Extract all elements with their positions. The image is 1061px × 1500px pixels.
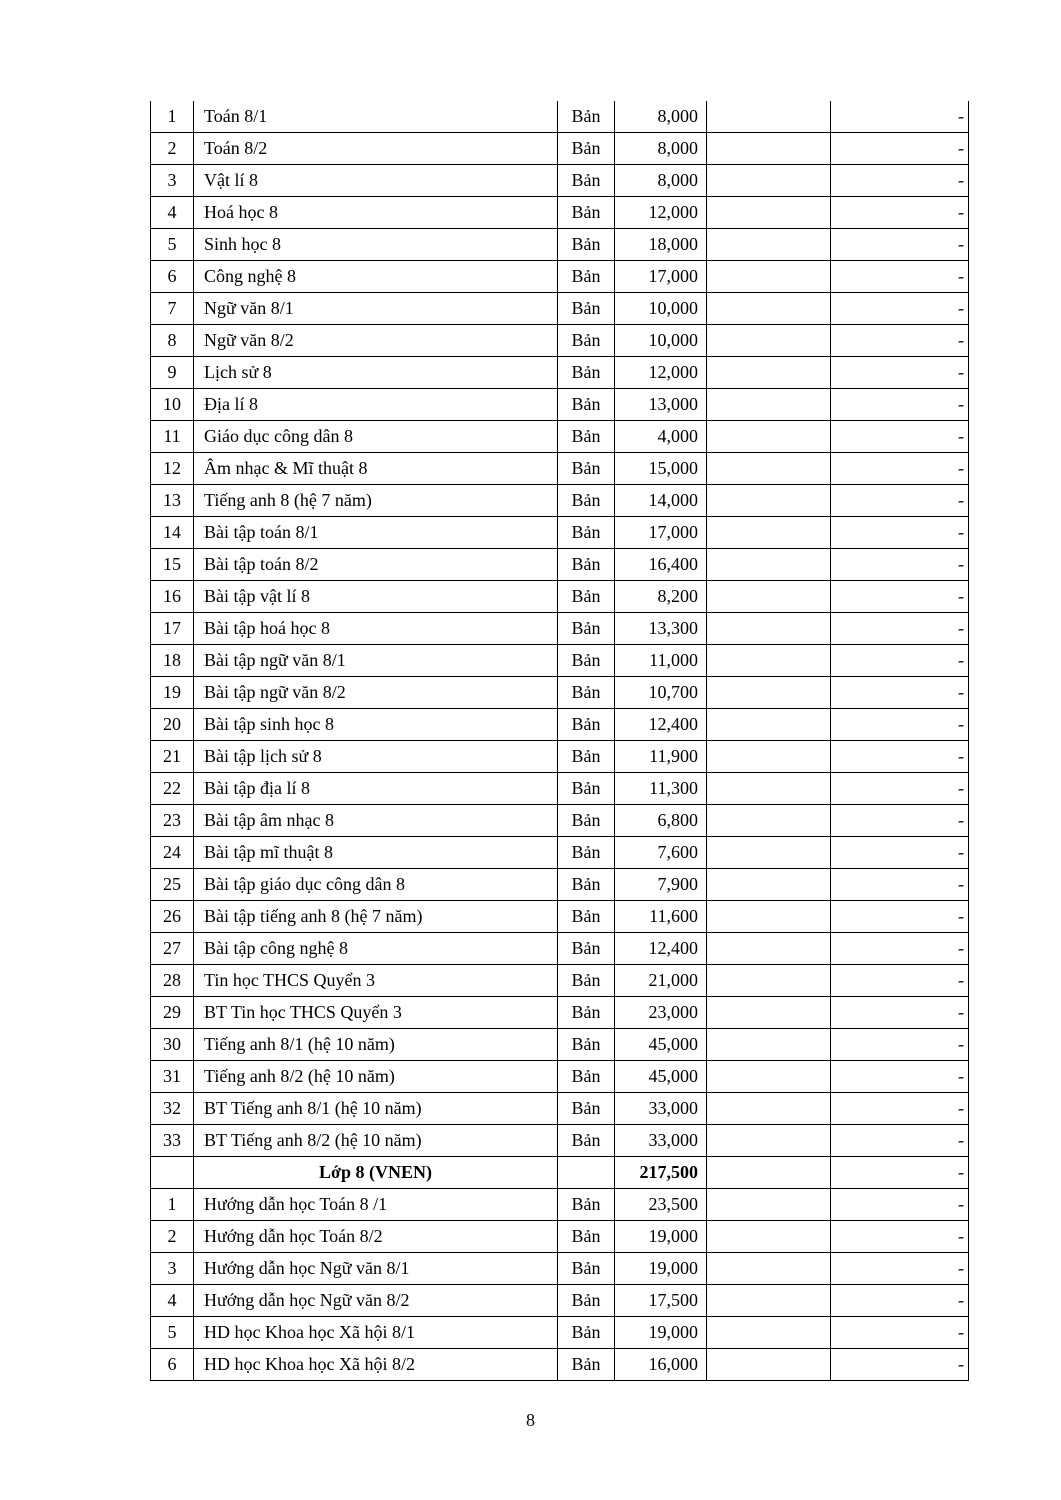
price-cell: 45,000 [615,1029,707,1061]
price-cell: 15,000 [615,453,707,485]
price-cell: 12,400 [615,709,707,741]
quantity-cell [707,901,831,933]
table-row [151,133,969,165]
book-title-cell: Âm nhạc & Mĩ thuật 8 [194,453,558,485]
book-title-cell: Bài tập công nghệ 8 [194,933,558,965]
table-row [151,325,969,357]
total-cell: - [831,773,969,805]
quantity-cell [707,1317,831,1349]
book-title-cell: Bài tập toán 8/2 [194,549,558,581]
row-number-cell: 18 [151,645,194,677]
price-cell: 23,500 [615,1189,707,1221]
quantity-cell [707,197,831,229]
price-cell: 17,000 [615,261,707,293]
row-number-cell: 2 [151,1221,194,1253]
row-number-cell: 4 [151,1285,194,1317]
book-title-cell: Tiếng anh 8 (hệ 7 năm) [194,485,558,517]
table-row [151,229,969,261]
total-cell: - [831,645,969,677]
quantity-cell [707,869,831,901]
unit-cell [558,1157,615,1189]
row-number-cell: 2 [151,133,194,165]
quantity-cell [707,261,831,293]
total-cell: - [831,837,969,869]
row-number-cell: 25 [151,869,194,901]
price-cell: 12,400 [615,933,707,965]
row-number-cell: 10 [151,389,194,421]
unit-cell: Bản [558,1317,615,1349]
total-cell: - [831,997,969,1029]
row-number-cell: 4 [151,197,194,229]
quantity-cell [707,837,831,869]
price-cell: 17,500 [615,1285,707,1317]
table-row [151,581,969,613]
table-row [151,1349,969,1381]
book-title-cell: Sinh học 8 [194,229,558,261]
table-row [151,421,969,453]
total-cell: - [831,1157,969,1189]
unit-cell: Bản [558,741,615,773]
quantity-cell [707,677,831,709]
row-number-cell: 6 [151,1349,194,1381]
row-number-cell: 15 [151,549,194,581]
row-number-cell: 3 [151,165,194,197]
table-row [151,1221,969,1253]
quantity-cell [707,357,831,389]
price-cell: 10,000 [615,293,707,325]
unit-cell: Bản [558,805,615,837]
table-row [151,933,969,965]
total-cell: - [831,133,969,165]
total-cell: - [831,869,969,901]
unit-cell: Bản [558,773,615,805]
unit-cell: Bản [558,293,615,325]
total-cell: - [831,165,969,197]
book-title-cell: Hướng dẫn học Toán 8 /1 [194,1189,558,1221]
row-number-cell: 5 [151,229,194,261]
total-cell: - [831,1189,969,1221]
unit-cell: Bản [558,709,615,741]
price-cell: 8,000 [615,133,707,165]
total-cell: - [831,741,969,773]
unit-cell: Bản [558,965,615,997]
table-row [151,837,969,869]
row-number-cell: 7 [151,293,194,325]
total-cell: - [831,421,969,453]
total-cell: - [831,325,969,357]
unit-cell: Bản [558,837,615,869]
quantity-cell [707,741,831,773]
unit-cell: Bản [558,1189,615,1221]
row-number-cell: 22 [151,773,194,805]
quantity-cell [707,485,831,517]
book-title-cell: Bài tập giáo dục công dân 8 [194,869,558,901]
total-cell: - [831,453,969,485]
book-title-cell: Hướng dẫn học Toán 8/2 [194,1221,558,1253]
table-row [151,677,969,709]
table-row [151,357,969,389]
table-row [151,645,969,677]
total-cell: - [831,1317,969,1349]
quantity-cell [707,1061,831,1093]
unit-cell: Bản [558,901,615,933]
row-number-cell: 8 [151,325,194,357]
total-cell: - [831,709,969,741]
total-cell: - [831,1285,969,1317]
quantity-cell [707,773,831,805]
total-cell: - [831,1125,969,1157]
price-cell: 8,200 [615,581,707,613]
total-cell: - [831,197,969,229]
price-cell: 10,000 [615,325,707,357]
book-title-cell: Bài tập mĩ thuật 8 [194,837,558,869]
book-title-cell: HD học Khoa học Xã hội 8/1 [194,1317,558,1349]
book-title-cell: HD học Khoa học Xã hội 8/2 [194,1349,558,1381]
row-number-cell: 3 [151,1253,194,1285]
unit-cell: Bản [558,389,615,421]
book-title-cell: Lịch sử 8 [194,357,558,389]
book-title-cell: Bài tập lịch sử 8 [194,741,558,773]
quantity-cell [707,165,831,197]
total-cell: - [831,965,969,997]
total-cell: - [831,357,969,389]
price-cell: 45,000 [615,1061,707,1093]
price-cell: 11,900 [615,741,707,773]
row-number-cell: 1 [151,1189,194,1221]
unit-cell: Bản [558,1125,615,1157]
unit-cell: Bản [558,1285,615,1317]
quantity-cell [707,101,831,133]
table-row [151,741,969,773]
book-title-cell: Hoá học 8 [194,197,558,229]
price-cell: 33,000 [615,1125,707,1157]
table-row [151,901,969,933]
total-cell: - [831,261,969,293]
total-cell: - [831,485,969,517]
unit-cell: Bản [558,261,615,293]
price-cell: 23,000 [615,997,707,1029]
book-title-cell: Toán 8/1 [194,101,558,133]
book-title-cell: Bài tập hoá học 8 [194,613,558,645]
row-number-cell: 16 [151,581,194,613]
total-cell: - [831,1221,969,1253]
row-number-cell: 33 [151,1125,194,1157]
total-cell: - [831,293,969,325]
total-cell: - [831,517,969,549]
quantity-cell [707,613,831,645]
price-cell: 12,000 [615,197,707,229]
row-number-cell: 1 [151,101,194,133]
price-cell: 13,000 [615,389,707,421]
quantity-cell [707,1125,831,1157]
unit-cell: Bản [558,165,615,197]
row-number-cell: 12 [151,453,194,485]
row-number-cell: 6 [151,261,194,293]
price-cell: 14,000 [615,485,707,517]
book-title-cell: Vật lí 8 [194,165,558,197]
quantity-cell [707,1253,831,1285]
quantity-cell [707,805,831,837]
unit-cell: Bản [558,357,615,389]
total-cell: - [831,933,969,965]
total-cell: - [831,101,969,133]
price-cell: 19,000 [615,1221,707,1253]
unit-cell: Bản [558,1349,615,1381]
book-title-cell: Bài tập ngữ văn 8/2 [194,677,558,709]
book-title-cell: Ngữ văn 8/2 [194,325,558,357]
page-number: 8 [526,1410,535,1430]
total-cell: - [831,1349,969,1381]
table-row [151,709,969,741]
quantity-cell [707,1189,831,1221]
row-number-cell: 27 [151,933,194,965]
price-cell: 11,000 [615,645,707,677]
table-body [151,101,969,1381]
table-row [151,389,969,421]
row-number-cell: 24 [151,837,194,869]
unit-cell: Bản [558,325,615,357]
quantity-cell [707,1285,831,1317]
book-title-cell: Tin học THCS Quyển 3 [194,965,558,997]
unit-cell: Bản [558,645,615,677]
table-row [151,197,969,229]
book-title-cell: Công nghệ 8 [194,261,558,293]
price-cell: 6,800 [615,805,707,837]
row-number-cell: 30 [151,1029,194,1061]
quantity-cell [707,933,831,965]
price-cell: 16,000 [615,1349,707,1381]
price-cell: 7,600 [615,837,707,869]
quantity-cell [707,1221,831,1253]
total-cell: - [831,389,969,421]
row-number-cell: 9 [151,357,194,389]
table-row [151,1317,969,1349]
row-number-cell: 14 [151,517,194,549]
book-title-cell: Bài tập sinh học 8 [194,709,558,741]
price-cell: 13,300 [615,613,707,645]
quantity-cell [707,549,831,581]
total-cell: - [831,581,969,613]
table-row [151,293,969,325]
price-cell: 8,000 [615,101,707,133]
table-row [151,261,969,293]
row-number-cell: 29 [151,997,194,1029]
book-title-cell: Hướng dẫn học Ngữ văn 8/1 [194,1253,558,1285]
book-title-cell: Hướng dẫn học Ngữ văn 8/2 [194,1285,558,1317]
quantity-cell [707,645,831,677]
price-cell: 17,000 [615,517,707,549]
price-cell: 33,000 [615,1093,707,1125]
quantity-cell [707,389,831,421]
total-cell: - [831,901,969,933]
quantity-cell [707,293,831,325]
total-cell: - [831,613,969,645]
unit-cell: Bản [558,1221,615,1253]
unit-cell: Bản [558,869,615,901]
price-cell: 4,000 [615,421,707,453]
price-cell: 16,400 [615,549,707,581]
total-cell: - [831,1093,969,1125]
row-number-cell: 13 [151,485,194,517]
quantity-cell [707,997,831,1029]
price-cell: 18,000 [615,229,707,261]
unit-cell: Bản [558,229,615,261]
book-title-cell: Lớp 8 (VNEN) [194,1157,558,1189]
total-cell: - [831,549,969,581]
unit-cell: Bản [558,517,615,549]
book-title-cell: BT Tiếng anh 8/1 (hệ 10 năm) [194,1093,558,1125]
unit-cell: Bản [558,101,615,133]
unit-cell: Bản [558,1061,615,1093]
total-cell: - [831,1253,969,1285]
unit-cell: Bản [558,549,615,581]
unit-cell: Bản [558,485,615,517]
table-row [151,1125,969,1157]
book-title-cell: Bài tập ngữ văn 8/1 [194,645,558,677]
total-cell: - [831,805,969,837]
table-row [151,1029,969,1061]
total-cell: - [831,1061,969,1093]
unit-cell: Bản [558,1253,615,1285]
table-row [151,1093,969,1125]
table-row [151,997,969,1029]
price-cell: 7,900 [615,869,707,901]
row-number-cell: 32 [151,1093,194,1125]
book-title-cell: Bài tập âm nhạc 8 [194,805,558,837]
price-cell: 12,000 [615,357,707,389]
unit-cell: Bản [558,421,615,453]
quantity-cell [707,421,831,453]
quantity-cell [707,1349,831,1381]
row-number-cell: 19 [151,677,194,709]
row-number-cell: 21 [151,741,194,773]
quantity-cell [707,709,831,741]
quantity-cell [707,1093,831,1125]
unit-cell: Bản [558,677,615,709]
table-row [151,1189,969,1221]
table-row [151,773,969,805]
book-title-cell: Toán 8/2 [194,133,558,165]
total-cell: - [831,1029,969,1061]
table-row [151,1253,969,1285]
section-row [151,1157,969,1189]
book-title-cell: Tiếng anh 8/2 (hệ 10 năm) [194,1061,558,1093]
unit-cell: Bản [558,133,615,165]
quantity-cell [707,133,831,165]
book-title-cell: Ngữ văn 8/1 [194,293,558,325]
book-title-cell: Bài tập vật lí 8 [194,581,558,613]
unit-cell: Bản [558,1029,615,1061]
table-row [151,1061,969,1093]
book-title-cell: Địa lí 8 [194,389,558,421]
unit-cell: Bản [558,197,615,229]
table-row [151,101,969,133]
quantity-cell [707,325,831,357]
book-title-cell: Bài tập địa lí 8 [194,773,558,805]
unit-cell: Bản [558,997,615,1029]
table-row [151,869,969,901]
table-row [151,549,969,581]
textbook-price-table [150,101,969,1381]
quantity-cell [707,229,831,261]
quantity-cell [707,581,831,613]
book-title-cell: BT Tin học THCS Quyển 3 [194,997,558,1029]
table-row [151,805,969,837]
table-row [151,485,969,517]
quantity-cell [707,965,831,997]
price-cell: 19,000 [615,1253,707,1285]
price-cell: 217,500 [615,1157,707,1189]
price-cell: 10,700 [615,677,707,709]
row-number-cell: 5 [151,1317,194,1349]
price-cell: 11,300 [615,773,707,805]
quantity-cell [707,1029,831,1061]
total-cell: - [831,229,969,261]
unit-cell: Bản [558,1093,615,1125]
table-row [151,965,969,997]
unit-cell: Bản [558,933,615,965]
row-number-cell: 28 [151,965,194,997]
row-number-cell: 23 [151,805,194,837]
row-number-cell: 31 [151,1061,194,1093]
quantity-cell [707,453,831,485]
table-row [151,613,969,645]
table-row [151,517,969,549]
total-cell: - [831,677,969,709]
book-title-cell: Bài tập tiếng anh 8 (hệ 7 năm) [194,901,558,933]
table-row [151,453,969,485]
table-row [151,165,969,197]
price-cell: 21,000 [615,965,707,997]
table-row [151,1285,969,1317]
unit-cell: Bản [558,613,615,645]
row-number-cell: 17 [151,613,194,645]
row-number-cell: 26 [151,901,194,933]
row-number-cell: 20 [151,709,194,741]
book-title-cell: Tiếng anh 8/1 (hệ 10 năm) [194,1029,558,1061]
book-title-cell: BT Tiếng anh 8/2 (hệ 10 năm) [194,1125,558,1157]
price-cell: 8,000 [615,165,707,197]
book-title-cell: Giáo dục công dân 8 [194,421,558,453]
quantity-cell [707,1157,831,1189]
row-number-cell: 11 [151,421,194,453]
unit-cell: Bản [558,581,615,613]
price-cell: 11,600 [615,901,707,933]
quantity-cell [707,517,831,549]
unit-cell: Bản [558,453,615,485]
row-number-cell [151,1157,194,1189]
price-cell: 19,000 [615,1317,707,1349]
book-title-cell: Bài tập toán 8/1 [194,517,558,549]
